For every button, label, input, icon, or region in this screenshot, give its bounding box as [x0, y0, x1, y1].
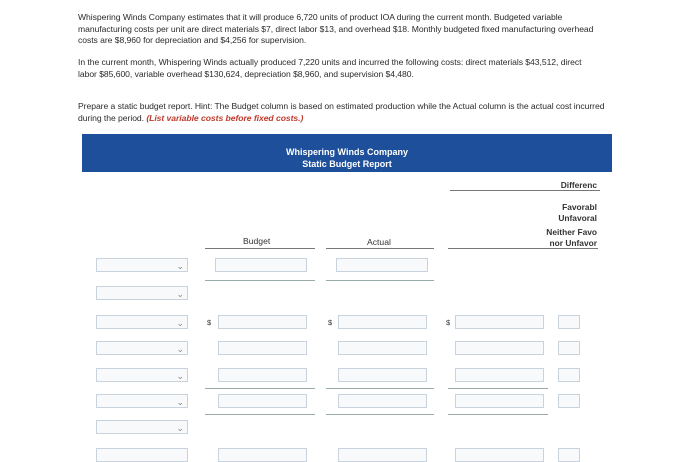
budget-header-rule [205, 248, 315, 249]
chevron-down-icon: ⌄ [176, 318, 184, 328]
neither-label: Neither Favo [546, 227, 597, 237]
row-5-difference-underline [448, 388, 548, 389]
report-header-banner [82, 134, 612, 172]
actual-header-rule [326, 248, 434, 249]
row-3-item-select[interactable] [96, 315, 188, 329]
row-6-favorability-select[interactable] [558, 394, 580, 408]
currency-symbol: $ [446, 318, 451, 327]
row-5-favorability-select[interactable] [558, 368, 580, 382]
row-1-actual-underline [326, 280, 434, 281]
nor-unfavorable-label: nor Unfavor [549, 238, 597, 248]
row-8-favorability-select[interactable] [558, 448, 580, 462]
row-3-actual-input[interactable] [338, 315, 427, 329]
row-5-budget-underline [205, 388, 315, 389]
row-6-budget-input[interactable] [218, 394, 307, 408]
row-6-actual-underline [326, 414, 434, 415]
row-8-actual-input[interactable] [338, 448, 427, 462]
instruction-text: Prepare a static budget report. Hint: The Budget column is based on estimated production while the Actual column is the actual cost incurred during the period. [78, 101, 605, 123]
row-5-budget-input[interactable] [218, 368, 307, 382]
chevron-down-icon: ⌄ [176, 261, 184, 271]
actual-column-header: Actual [367, 237, 391, 247]
chevron-down-icon: ⌄ [176, 397, 184, 407]
row-6-item-select[interactable] [96, 394, 188, 408]
row-5-actual-input[interactable] [338, 368, 427, 382]
problem-paragraph-1: Whispering Winds Company estimates that it will produce 6,720 units of product IOA during the current month. Budgeted variable manufacturing costs per unit are direct materials $7, direct labor $13, and overhead $18. Monthly budgeted fixed manufacturing overhead costs are $8,960 for depreciation and $4,256 for supervision. [78, 12, 594, 46]
problem-paragraph-3 [78, 101, 608, 124]
row-5-item-select[interactable] [96, 368, 188, 382]
row-8-budget-input[interactable] [218, 448, 307, 462]
row-8-difference-input[interactable] [455, 448, 544, 462]
unfavorable-label: Unfavoral [558, 213, 597, 223]
row-6-difference-input[interactable] [455, 394, 544, 408]
chevron-down-icon: ⌄ [176, 344, 184, 354]
row-3-budget-input[interactable] [218, 315, 307, 329]
row-3-favorability-select[interactable] [558, 315, 580, 329]
problem-paragraph-2: In the current month, Whispering Winds actually produced 7,220 units and incurred the following costs: direct materials $43,512, direct labor $85,600, variable overhead $130,624, depreciation $8,960, and supervision $4,480. [78, 57, 582, 79]
row-6-actual-input[interactable] [338, 394, 427, 408]
chevron-down-icon: ⌄ [176, 289, 184, 299]
favorable-label: Favorabl [562, 202, 597, 212]
row-1-budget-underline [205, 280, 315, 281]
row-8-item-select[interactable] [96, 448, 188, 462]
row-6-budget-underline [205, 414, 315, 415]
budget-column-header: Budget [243, 236, 271, 246]
row-4-item-select[interactable] [96, 341, 188, 355]
row-4-favorability-select[interactable] [558, 341, 580, 355]
currency-symbol: $ [207, 318, 212, 327]
row-6-difference-underline [448, 414, 548, 415]
chevron-down-icon: ⌄ [176, 371, 184, 381]
row-2-item-select[interactable] [96, 286, 188, 300]
row-1-actual-input[interactable] [336, 258, 428, 272]
row-4-actual-input[interactable] [338, 341, 427, 355]
chevron-down-icon: ⌄ [176, 423, 184, 433]
difference-header-rule [450, 190, 600, 191]
row-4-budget-input[interactable] [218, 341, 307, 355]
company-name: Whispering Winds Company [286, 147, 408, 157]
row-1-budget-input[interactable] [215, 258, 307, 272]
row-3-difference-input[interactable] [455, 315, 544, 329]
row-5-actual-underline [326, 388, 434, 389]
currency-symbol: $ [328, 318, 333, 327]
row-4-difference-input[interactable] [455, 341, 544, 355]
difference-column-rule [448, 248, 598, 249]
row-7-item-select[interactable] [96, 420, 188, 434]
row-1-item-select[interactable] [96, 258, 188, 272]
difference-header: Differenc [560, 180, 597, 190]
report-title: Static Budget Report [302, 159, 392, 169]
hint-text: (List variable costs before fixed costs.) [146, 112, 304, 123]
row-5-difference-input[interactable] [455, 368, 544, 382]
